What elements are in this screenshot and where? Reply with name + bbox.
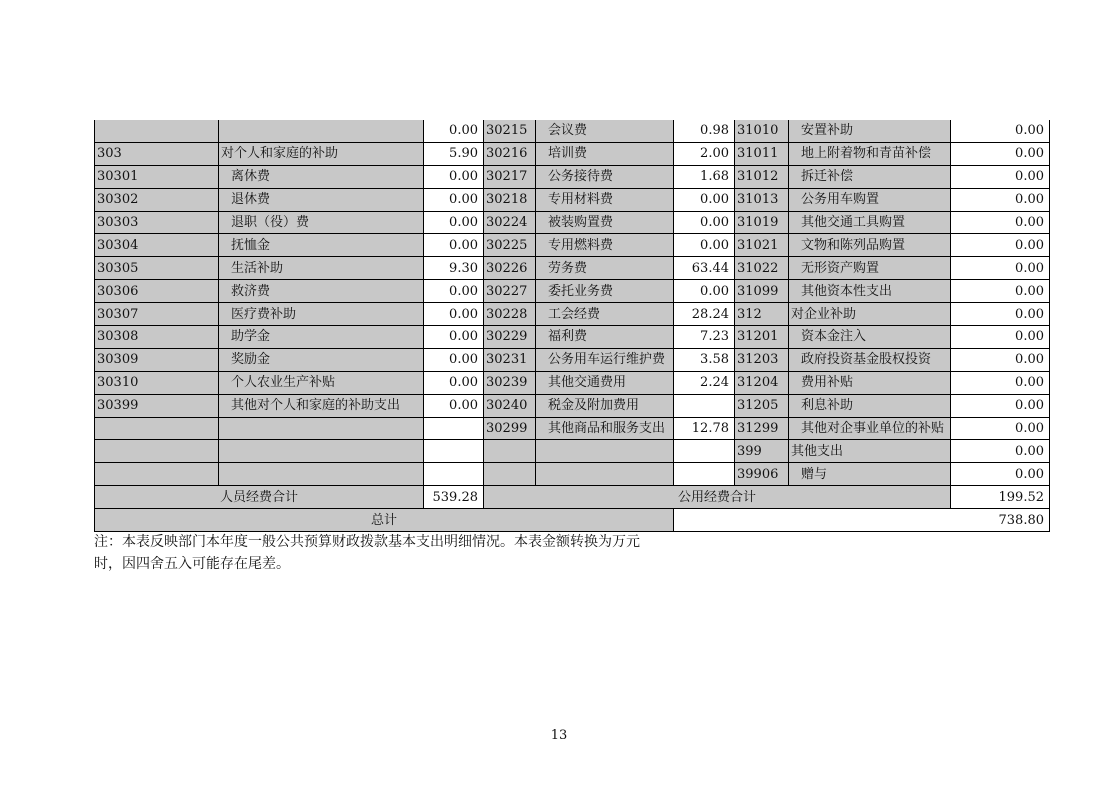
table-row [95, 280, 1050, 303]
table-row [95, 120, 1050, 142]
code-cell: 31099 [735, 280, 789, 303]
code-cell: 30309 [95, 348, 219, 371]
footnote-line-1: 注：本表反映部门本年度一般公共预算财政拨款基本支出明细情况。本表金额转换为万元 [94, 534, 640, 550]
code-cell: 30302 [95, 188, 219, 211]
table-row [95, 165, 1050, 188]
table-row [95, 211, 1050, 234]
name-cell: 其他对个人和家庭的补助支出 [219, 394, 424, 417]
code-cell: 30225 [484, 234, 536, 257]
table-row [95, 417, 1050, 440]
code-cell [484, 463, 536, 486]
amount-cell: 0.00 [674, 211, 735, 234]
code-cell [484, 440, 536, 463]
code-cell: 31013 [735, 188, 789, 211]
name-cell [219, 417, 424, 440]
amount-cell: 5.90 [424, 142, 484, 165]
name-cell: 其他资本性支出 [789, 280, 951, 303]
name-cell: 公务接待费 [536, 165, 674, 188]
code-cell: 39906 [735, 463, 789, 486]
name-cell [536, 440, 674, 463]
amount-cell [674, 394, 735, 417]
code-cell [95, 120, 219, 142]
amount-cell: 0.00 [951, 211, 1050, 234]
code-cell: 30217 [484, 165, 536, 188]
code-cell: 31021 [735, 234, 789, 257]
code-cell: 31204 [735, 371, 789, 394]
amount-cell: 0.00 [951, 326, 1050, 349]
code-cell: 399 [735, 440, 789, 463]
amount-cell: 7.23 [674, 326, 735, 349]
code-cell: 30215 [484, 120, 536, 142]
name-cell: 工会经费 [536, 303, 674, 326]
amount-cell: 0.00 [674, 234, 735, 257]
name-cell: 赠与 [789, 463, 951, 486]
code-cell: 30240 [484, 394, 536, 417]
name-cell: 对企业补助 [789, 303, 951, 326]
amount-cell: 0.00 [424, 188, 484, 211]
amount-cell: 0.00 [951, 371, 1050, 394]
grand-total-label: 总计 [95, 509, 674, 532]
code-cell: 30301 [95, 165, 219, 188]
name-cell: 奖励金 [219, 348, 424, 371]
name-cell: 救济费 [219, 280, 424, 303]
name-cell [219, 120, 424, 142]
name-cell: 委托业务费 [536, 280, 674, 303]
name-cell: 其他交通工具购置 [789, 211, 951, 234]
amount-cell: 0.00 [424, 371, 484, 394]
budget-detail-table [94, 120, 1050, 532]
code-cell: 31019 [735, 211, 789, 234]
amount-cell: 0.00 [951, 257, 1050, 280]
code-cell: 30399 [95, 394, 219, 417]
table-row [95, 371, 1050, 394]
code-cell: 30229 [484, 326, 536, 349]
code-cell: 30310 [95, 371, 219, 394]
amount-cell: 3.58 [674, 348, 735, 371]
code-cell: 30308 [95, 326, 219, 349]
code-cell: 303 [95, 142, 219, 165]
name-cell: 公务用车购置 [789, 188, 951, 211]
code-cell: 31205 [735, 394, 789, 417]
table-row [95, 257, 1050, 280]
amount-cell: 0.00 [951, 165, 1050, 188]
name-cell: 对个人和家庭的补助 [219, 142, 424, 165]
code-cell: 312 [735, 303, 789, 326]
name-cell: 其他交通费用 [536, 371, 674, 394]
name-cell: 离休费 [219, 165, 424, 188]
page-number: 13 [550, 728, 568, 743]
personnel-total-label: 人员经费合计 [95, 486, 424, 509]
amount-cell: 0.00 [951, 303, 1050, 326]
code-cell: 30227 [484, 280, 536, 303]
table-row [95, 348, 1050, 371]
amount-cell [674, 440, 735, 463]
name-cell: 培训费 [536, 142, 674, 165]
name-cell: 税金及附加费用 [536, 394, 674, 417]
table-row [95, 394, 1050, 417]
amount-cell: 28.24 [674, 303, 735, 326]
code-cell: 30239 [484, 371, 536, 394]
table-row [95, 303, 1050, 326]
name-cell: 劳务费 [536, 257, 674, 280]
personnel-total-value: 539.28 [424, 486, 484, 509]
amount-cell: 0.00 [951, 142, 1050, 165]
amount-cell: 0.00 [674, 280, 735, 303]
name-cell [219, 463, 424, 486]
name-cell: 拆迁补偿 [789, 165, 951, 188]
amount-cell: 2.00 [674, 142, 735, 165]
code-cell: 30228 [484, 303, 536, 326]
name-cell: 福利费 [536, 326, 674, 349]
amount-cell: 0.00 [951, 188, 1050, 211]
amount-cell: 0.00 [424, 234, 484, 257]
amount-cell [424, 440, 484, 463]
code-cell: 31203 [735, 348, 789, 371]
amount-cell: 0.00 [424, 394, 484, 417]
table-row [95, 440, 1050, 463]
name-cell: 其他商品和服务支出 [536, 417, 674, 440]
amount-cell: 0.00 [951, 417, 1050, 440]
name-cell: 个人农业生产补贴 [219, 371, 424, 394]
name-cell: 文物和陈列品购置 [789, 234, 951, 257]
amount-cell: 0.00 [951, 280, 1050, 303]
code-cell: 30224 [484, 211, 536, 234]
code-cell [95, 440, 219, 463]
name-cell: 抚恤金 [219, 234, 424, 257]
code-cell: 30231 [484, 348, 536, 371]
amount-cell: 0.00 [951, 120, 1050, 142]
name-cell: 费用补贴 [789, 371, 951, 394]
code-cell: 30218 [484, 188, 536, 211]
name-cell: 助学金 [219, 326, 424, 349]
amount-cell: 0.00 [424, 348, 484, 371]
code-cell: 30304 [95, 234, 219, 257]
name-cell: 政府投资基金股权投资 [789, 348, 951, 371]
code-cell: 30307 [95, 303, 219, 326]
table-row [95, 188, 1050, 211]
code-cell: 30226 [484, 257, 536, 280]
amount-cell: 0.00 [424, 326, 484, 349]
code-cell: 30305 [95, 257, 219, 280]
amount-cell: 12.78 [674, 417, 735, 440]
amount-cell: 0.00 [951, 463, 1050, 486]
name-cell: 安置补助 [789, 120, 951, 142]
code-cell: 31299 [735, 417, 789, 440]
name-cell [219, 440, 424, 463]
code-cell [95, 417, 219, 440]
name-cell: 退休费 [219, 188, 424, 211]
name-cell: 被装购置费 [536, 211, 674, 234]
amount-cell: 0.00 [951, 394, 1050, 417]
amount-cell: 9.30 [424, 257, 484, 280]
amount-cell: 0.00 [951, 348, 1050, 371]
table-row [95, 326, 1050, 349]
name-cell: 利息补助 [789, 394, 951, 417]
amount-cell: 0.00 [424, 165, 484, 188]
table-row [95, 234, 1050, 257]
name-cell [536, 463, 674, 486]
code-cell: 31012 [735, 165, 789, 188]
name-cell: 无形资产购置 [789, 257, 951, 280]
code-cell: 31010 [735, 120, 789, 142]
amount-cell [424, 463, 484, 486]
name-cell: 医疗费补助 [219, 303, 424, 326]
name-cell: 会议费 [536, 120, 674, 142]
amount-cell: 63.44 [674, 257, 735, 280]
amount-cell: 0.00 [424, 120, 484, 142]
amount-cell: 0.00 [674, 188, 735, 211]
code-cell: 30306 [95, 280, 219, 303]
amount-cell: 0.00 [951, 234, 1050, 257]
table-row [95, 142, 1050, 165]
public-total-label: 公用经费合计 [484, 486, 951, 509]
amount-cell: 0.00 [951, 440, 1050, 463]
grand-total-value: 738.80 [674, 509, 1050, 532]
table-body [95, 120, 1050, 532]
amount-cell [424, 417, 484, 440]
grand-total-row [95, 509, 1050, 532]
code-cell [95, 463, 219, 486]
name-cell: 其他支出 [789, 440, 951, 463]
code-cell: 30303 [95, 211, 219, 234]
name-cell: 其他对企事业单位的补贴 [789, 417, 951, 440]
footnote-line-2: 时，因四舍五入可能存在尾差。 [94, 556, 290, 572]
amount-cell: 0.98 [674, 120, 735, 142]
name-cell: 公务用车运行维护费 [536, 348, 674, 371]
code-cell: 31201 [735, 326, 789, 349]
amount-cell: 0.00 [424, 280, 484, 303]
footnote [94, 531, 694, 575]
name-cell: 地上附着物和青苗补偿 [789, 142, 951, 165]
amount-cell [674, 463, 735, 486]
name-cell: 生活补助 [219, 257, 424, 280]
subtotal-row [95, 486, 1050, 509]
name-cell: 专用材料费 [536, 188, 674, 211]
name-cell: 专用燃料费 [536, 234, 674, 257]
name-cell: 退职（役）费 [219, 211, 424, 234]
amount-cell: 0.00 [424, 303, 484, 326]
amount-cell: 0.00 [424, 211, 484, 234]
amount-cell: 2.24 [674, 371, 735, 394]
amount-cell: 1.68 [674, 165, 735, 188]
public-total-value: 199.52 [951, 486, 1050, 509]
name-cell: 资本金注入 [789, 326, 951, 349]
table-row [95, 463, 1050, 486]
code-cell: 31022 [735, 257, 789, 280]
code-cell: 31011 [735, 142, 789, 165]
code-cell: 30216 [484, 142, 536, 165]
code-cell: 30299 [484, 417, 536, 440]
